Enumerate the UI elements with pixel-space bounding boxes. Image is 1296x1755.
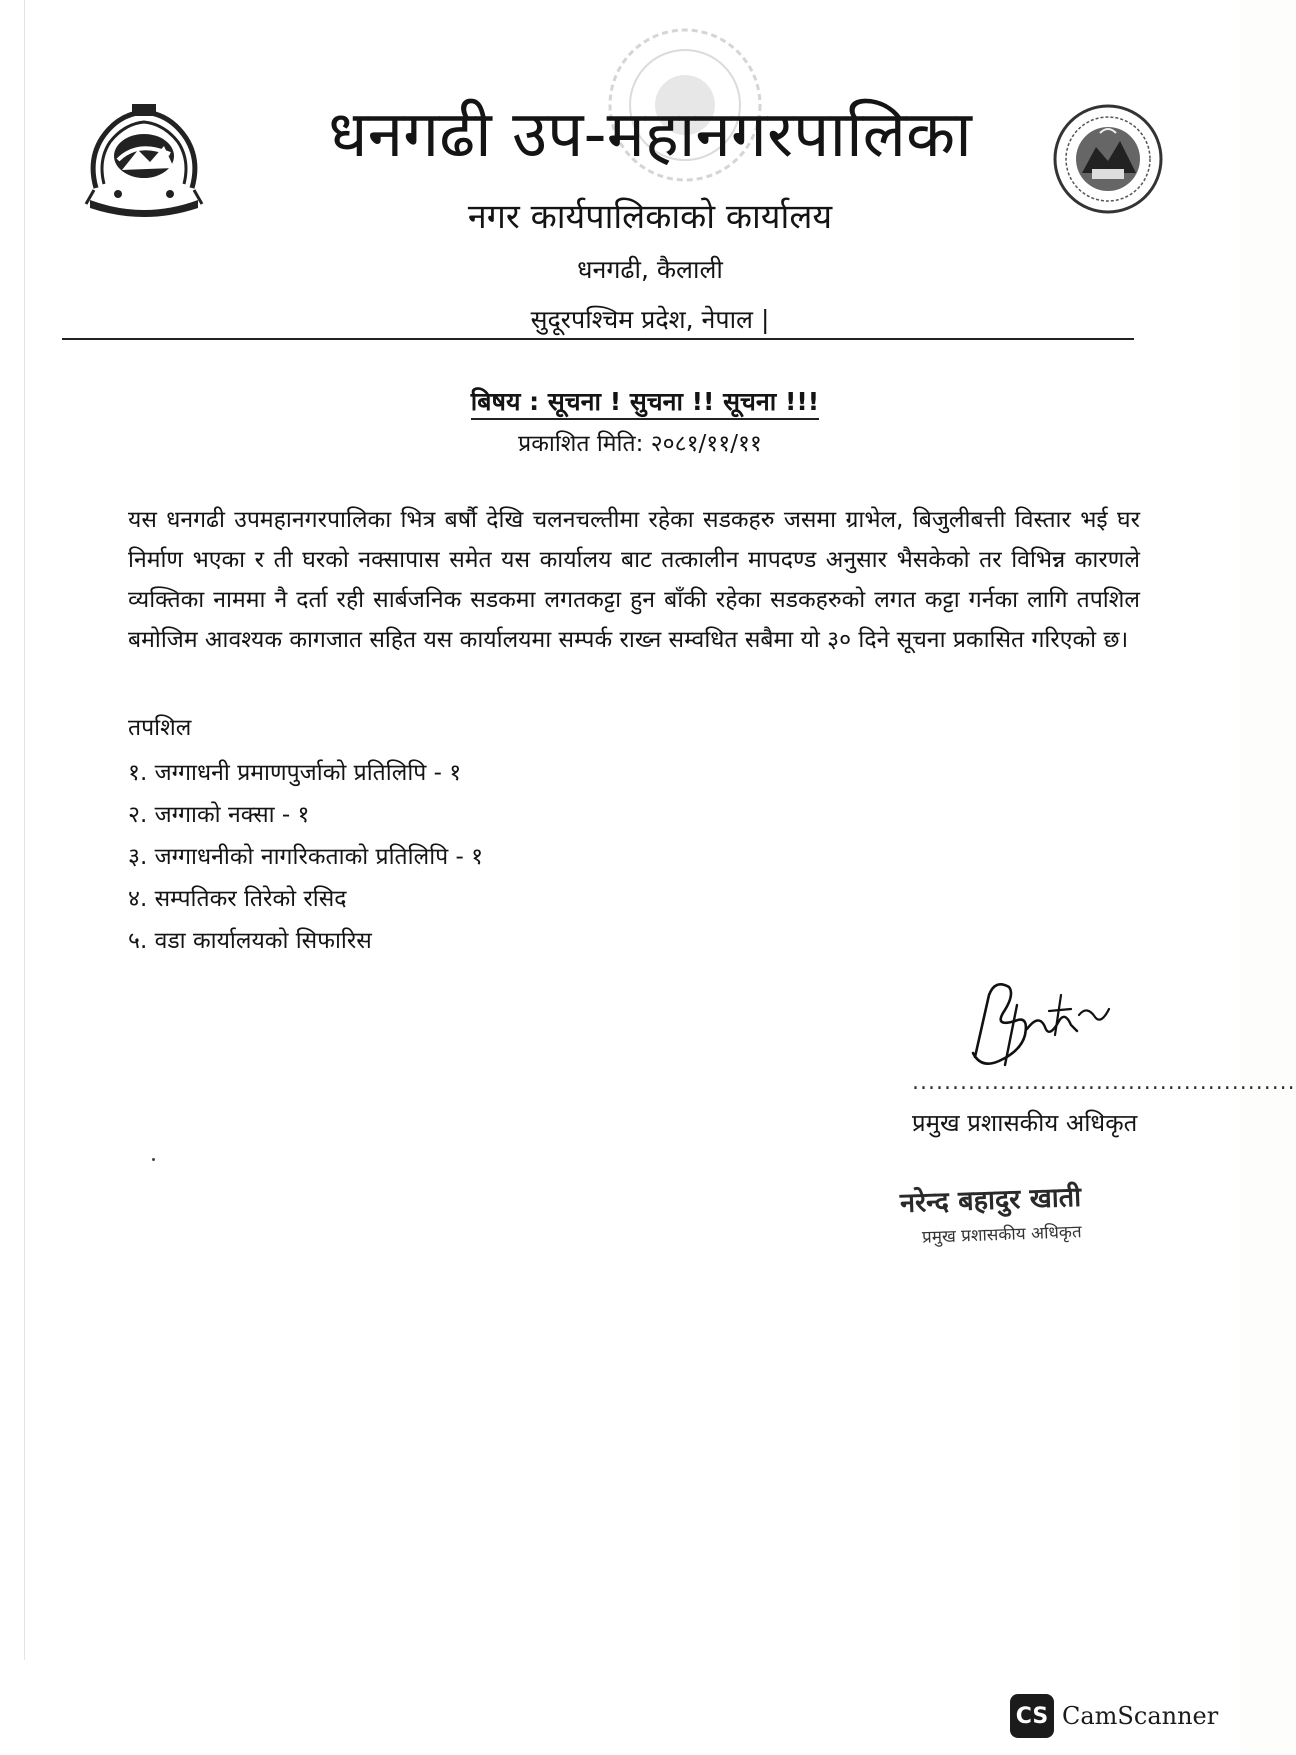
list-item: १. जग्गाधनी प्रमाणपुर्जाको प्रतिलिपि - १ [128,760,462,786]
notice-body: यस धनगढी उपमहानगरपालिका भित्र बर्षौ देखि चलनचल्तीमा रहेका सडकहरु जसमा ग्राभेल, बिजुलीबत्ती विस्तार भई घर निर्माण भएका र ती घरको नक्सापास समेत यस कार्यालय बाट तत्कालीन मापदण्ड अनुसार भैसकेको तर विभिन्न कारणले व्यक्तिका नाममा नै दर्ता रही सार्बजनिक सडकमा लगतकट्टा हुन बाँकी रहेका सडकहरुको लगत कट्टा गर्नका लागि तपशिल बमोजिम आवश्यक कागजात सहित यस कार्यालयमा सम्पर्क राख्न सम्वधित सबैमा यो ३० दिने सूचना प्रकासित गरिएको छ। [128,507,1140,653]
list-item: ४. सम्पतिकर तिरेको रसिद [128,886,347,912]
scan-speck [152,1158,155,1161]
list-item: २. जग्गाको नक्सा - १ [128,802,310,828]
signatory-designation: प्रमुख प्रशासकीय अधिकृत [912,1109,1138,1137]
published-date: प्रकाशित मिति: २०८१/११/११ [518,431,762,457]
address-province: सुदूरपश्चिम प्रदेश, नेपाल | [530,305,770,334]
handwritten-signature-icon [955,965,1115,1075]
municipality-title: धनगढी उप-महानगरपालिका [328,98,972,172]
list-item: ५. वडा कार्यालयको सिफारिस [128,928,372,954]
stamp-title: प्रमुख प्रशासकीय अधिकृत [921,1222,1082,1248]
required-documents-list [128,752,483,962]
list-item: ३. जग्गाधनीको नागरिकताको प्रतिलिपि - १ [128,844,484,870]
scan-edge [24,0,25,1660]
signature-line: ................................................ [912,1070,1296,1095]
list-heading: तपशिल [128,715,192,741]
address-city: धनगढी, कैलाली [577,255,723,284]
notice-subject [0,384,1240,418]
camscanner-brand: CamScanner [1062,1702,1219,1730]
camscanner-logo-icon: CS [1010,1694,1054,1738]
notice-subject-text: बिषय : सूचना ! सुचना !! सूचना !!! [471,387,819,420]
header-divider [62,338,1134,340]
stamp-name: नरेन्द बहादुर खाती [899,1181,1082,1220]
camscanner-watermark [1010,1694,1218,1738]
office-subtitle: नगर कार्यपालिकाको कार्यालय [467,197,833,237]
